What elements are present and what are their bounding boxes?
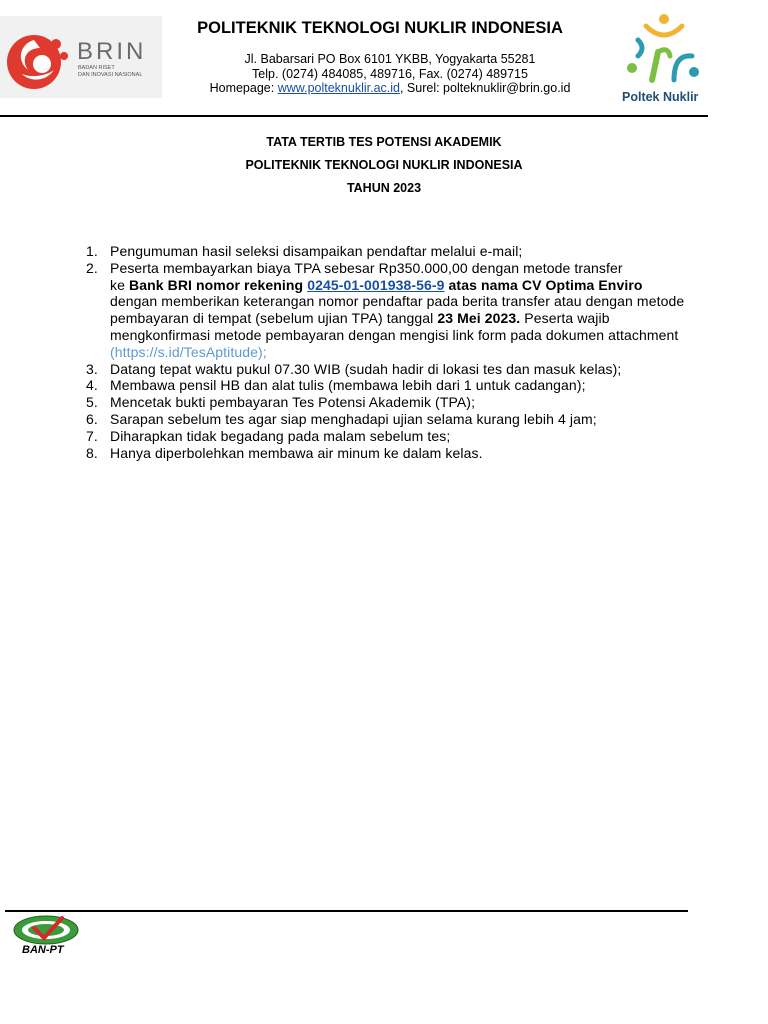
account-holder: atas nama CV Optima Enviro xyxy=(448,276,643,293)
bank-name: Bank BRI nomor rekening xyxy=(128,276,304,293)
rules-list xyxy=(80,243,700,461)
list-item: 3. Datang tepat waktu pukul 07.30 WIB (sudah hadir di lokasi tes dan masuk kelas); xyxy=(86,360,622,377)
banpt-label: BAN-PT xyxy=(22,944,64,956)
list-item: 7. Diharapkan tidak begadang pada malam sebelum tes; xyxy=(86,427,451,444)
document-institution: POLITEKNIK TEKNOLOGI NUKLIR INDONESIA xyxy=(245,158,523,172)
document-year: TAHUN 2023 xyxy=(346,181,422,195)
list-item: 8. Hanya diperbolehkan membawa air minum ke dalam kelas. xyxy=(86,444,483,461)
poltek-emblem-icon xyxy=(618,10,710,90)
list-item: 2. Peserta membayarkan biaya TPA sebesar Rp350.000,00 dengan metode transfer ke Bank BRI nomor rekening 0245-01-001938-56-9 atas nama CV Optima Enviro dengan memberikan keterangan nomor pendaftar pada berita transfer atau dengan metode pembayaran di tempat (sebelum ujian TPA) tanggal 23 Mei 2023. Peserta wajib mengkonfirmasi metode pembayaran dengan mengisi link form pada dokumen attachment (https://s.id/TesAptitude); xyxy=(86,259,685,360)
brin-logo xyxy=(0,16,162,98)
homepage-link[interactable]: www.polteknuklir.ac.id xyxy=(277,81,400,95)
header-divider xyxy=(0,115,708,117)
form-link[interactable]: (https://s.id/TesAptitude); xyxy=(110,343,267,360)
document-title: TATA TERTIB TES POTENSI AKADEMIK xyxy=(266,135,502,149)
institution-name: POLITEKNIK TEKNOLOGI NUKLIR INDONESIA xyxy=(197,19,563,37)
payment-date: 23 Mei 2023. xyxy=(437,310,521,327)
list-item: 6. Sarapan sebelum tes agar siap menghadapi ujian selama kurang lebih 4 jam; xyxy=(86,410,597,427)
brin-wordmark: BRIN xyxy=(77,38,147,65)
homepage-line: Homepage: www.polteknuklir.ac.id, Surel: polteknuklir@brin.go.id xyxy=(209,81,571,95)
list-item: 1. Pengumuman hasil seleksi disampaikan pendaftar melalui e-mail; xyxy=(86,243,523,259)
address-line: Jl. Babarsari PO Box 6101 YKBB, Yogyakarta 55281 xyxy=(244,52,536,66)
poltek-nuklir-logo xyxy=(618,10,710,108)
banpt-emblem-icon xyxy=(12,914,80,946)
list-item: 5. Mencetak bukti pembayaran Tes Potensi Akademik (TPA); xyxy=(86,394,476,411)
footer-divider xyxy=(5,910,688,912)
phone-line: Telp. (0274) 484085, 489716, Fax. (0274) 489715 xyxy=(252,66,528,81)
list-item: 4. Membawa pensil HB dan alat tulis (membawa lebih dari 1 untuk cadangan); xyxy=(86,377,586,394)
banpt-logo xyxy=(12,914,80,964)
poltek-logo-label: Poltek Nuklir xyxy=(622,90,699,104)
institution-contact xyxy=(160,52,620,96)
account-number-link[interactable]: 0245-01-001938-56-9 xyxy=(307,276,445,293)
brin-emblem-icon xyxy=(6,30,70,92)
brin-subtitle: BADAN RISET DAN INOVASI NASIONAL xyxy=(78,65,143,78)
